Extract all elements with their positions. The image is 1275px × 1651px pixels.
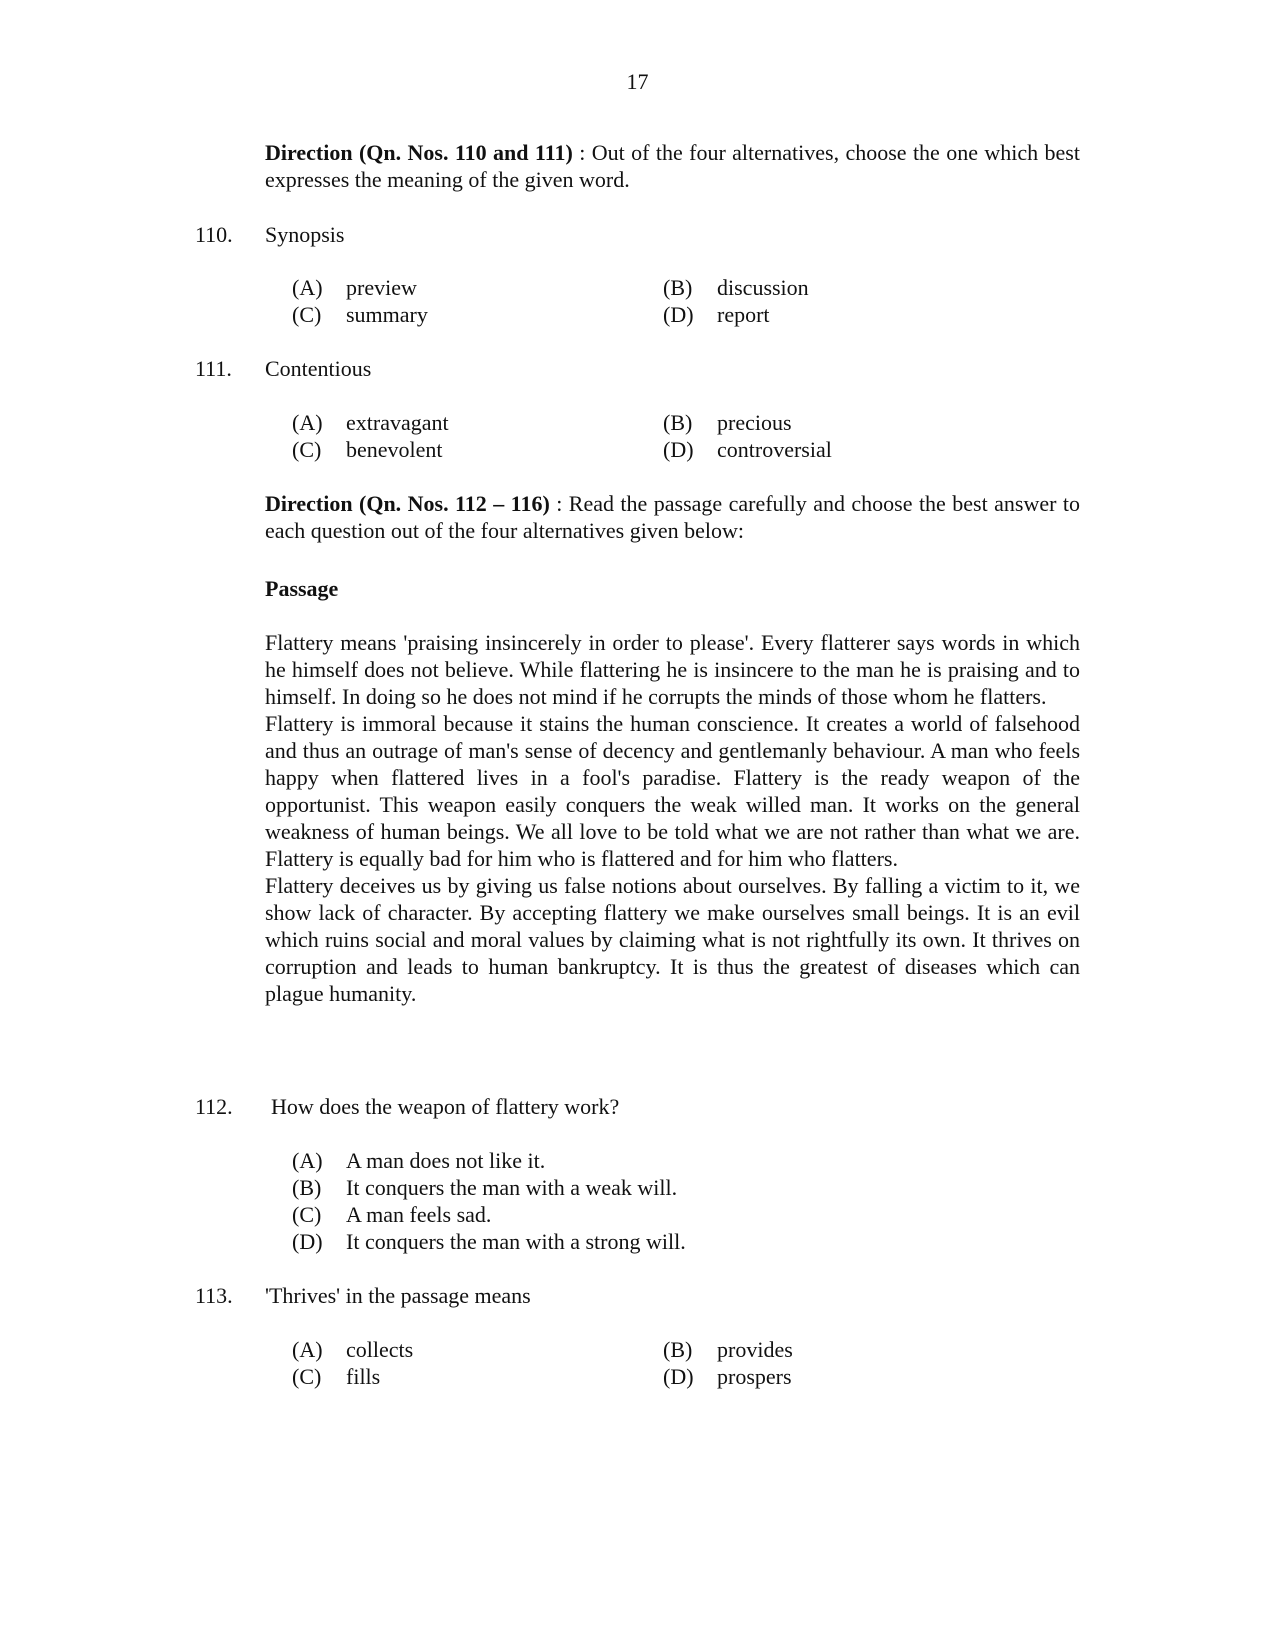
option-letter: (D) [663,1364,694,1389]
option-text: It conquers the man with a strong will. [346,1229,686,1254]
direction-label: Direction (Qn. Nos. 110 and 111) [265,140,573,165]
direction-110-111 [265,139,1080,193]
q112-option-a [292,1147,545,1174]
direction-label: Direction (Qn. Nos. 112 – 116) [265,491,550,516]
option-text: A man feels sad. [346,1202,492,1227]
option-letter: (A) [292,1148,323,1173]
option-letter: (C) [292,302,322,327]
passage-heading: Passage [265,576,339,601]
option-letter: (A) [292,1337,323,1362]
direction-112-116 [265,490,1080,544]
q112-option-d [292,1228,686,1255]
passage-body [265,629,1080,1007]
passage-paragraph: Flattery is immoral because it stains the human conscience. It creates a world of falsehood and thus an outrage of man's sense of decency and gentlemanly behaviour. A man who feels happy when flattered lives in a fool's paradise. Flattery is the ready weapon of the opportunist. This weapon easily conquers the weak willed man. It works on the general weakness of human beings. We all love to be told what we are not rather than what we are. Flattery is equally bad for him who is flattered and for him who flatters. [265,711,1080,871]
passage-paragraph: Flattery means 'praising insincerely in order to please'. Every flatterer says words in which he himself does not believe. While flattering he is insincere to the man he is praising and to himself. In doing so he does not mind if he corrupts the minds of those whom he flatters. [265,630,1080,709]
option-letter: (D) [663,302,694,327]
direction-text: : Read the passage carefully and choose the best answer to each question out of the four alternatives given below: [265,491,1080,543]
question-number-111: 111. [195,356,232,381]
option-text: prospers [717,1364,792,1389]
question-number-113: 113. [195,1283,233,1308]
option-text: benevolent [346,437,443,462]
option-letter: (A) [292,410,323,435]
page-number: 17 [626,69,649,94]
q113-option-d [663,1363,792,1390]
option-letter: (C) [292,1202,322,1227]
option-letter: (B) [663,1337,693,1362]
passage-paragraph: Flattery deceives us by giving us false notions about ourselves. By falling a victim to it, we show lack of character. By accepting flattery we make ourselves small beings. It is an evil which ruins social and moral values by claiming what is not rightfully its own. It thrives on corruption and leads to human bankruptcy. It is thus the greatest of diseases which can plague humanity. [265,873,1080,1006]
option-letter: (C) [292,1364,322,1389]
option-text: It conquers the man with a weak will. [346,1175,678,1200]
q111-option-b [663,409,792,436]
question-number-112: 112. [195,1094,233,1119]
q111-option-c [292,436,443,463]
question-text-112: How does the weapon of flattery work? [271,1094,620,1119]
q111-option-d [663,436,832,463]
option-text: collects [346,1337,414,1362]
question-number-110: 110. [195,222,233,247]
q110-option-c [292,301,428,328]
option-text: extravagant [346,410,449,435]
option-letter: (D) [663,437,694,462]
option-letter: (B) [663,410,693,435]
q112-option-b [292,1174,677,1201]
option-letter: (A) [292,275,323,300]
option-text: controversial [717,437,832,462]
option-letter: (B) [292,1175,322,1200]
q112-option-c [292,1201,491,1228]
option-text: preview [346,275,417,300]
option-text: precious [717,410,792,435]
question-text-113: 'Thrives' in the passage means [265,1283,531,1308]
option-letter: (D) [292,1229,323,1254]
direction-text: : Out of the four alternatives, choose the one which best expresses the meaning of the given word. [265,140,1080,192]
option-text: report [717,302,770,327]
option-text: discussion [717,275,809,300]
q111-option-a [292,409,449,436]
option-text: fills [346,1364,381,1389]
q113-option-a [292,1336,413,1363]
option-text: summary [346,302,428,327]
q110-option-d [663,301,770,328]
option-letter: (B) [663,275,693,300]
question-text-110: Synopsis [265,222,345,247]
option-letter: (C) [292,437,322,462]
option-text: A man does not like it. [346,1148,546,1173]
option-text: provides [717,1337,793,1362]
q110-option-a [292,274,417,301]
question-text-111: Contentious [265,356,372,381]
q110-option-b [663,274,809,301]
q113-option-b [663,1336,793,1363]
q113-option-c [292,1363,380,1390]
